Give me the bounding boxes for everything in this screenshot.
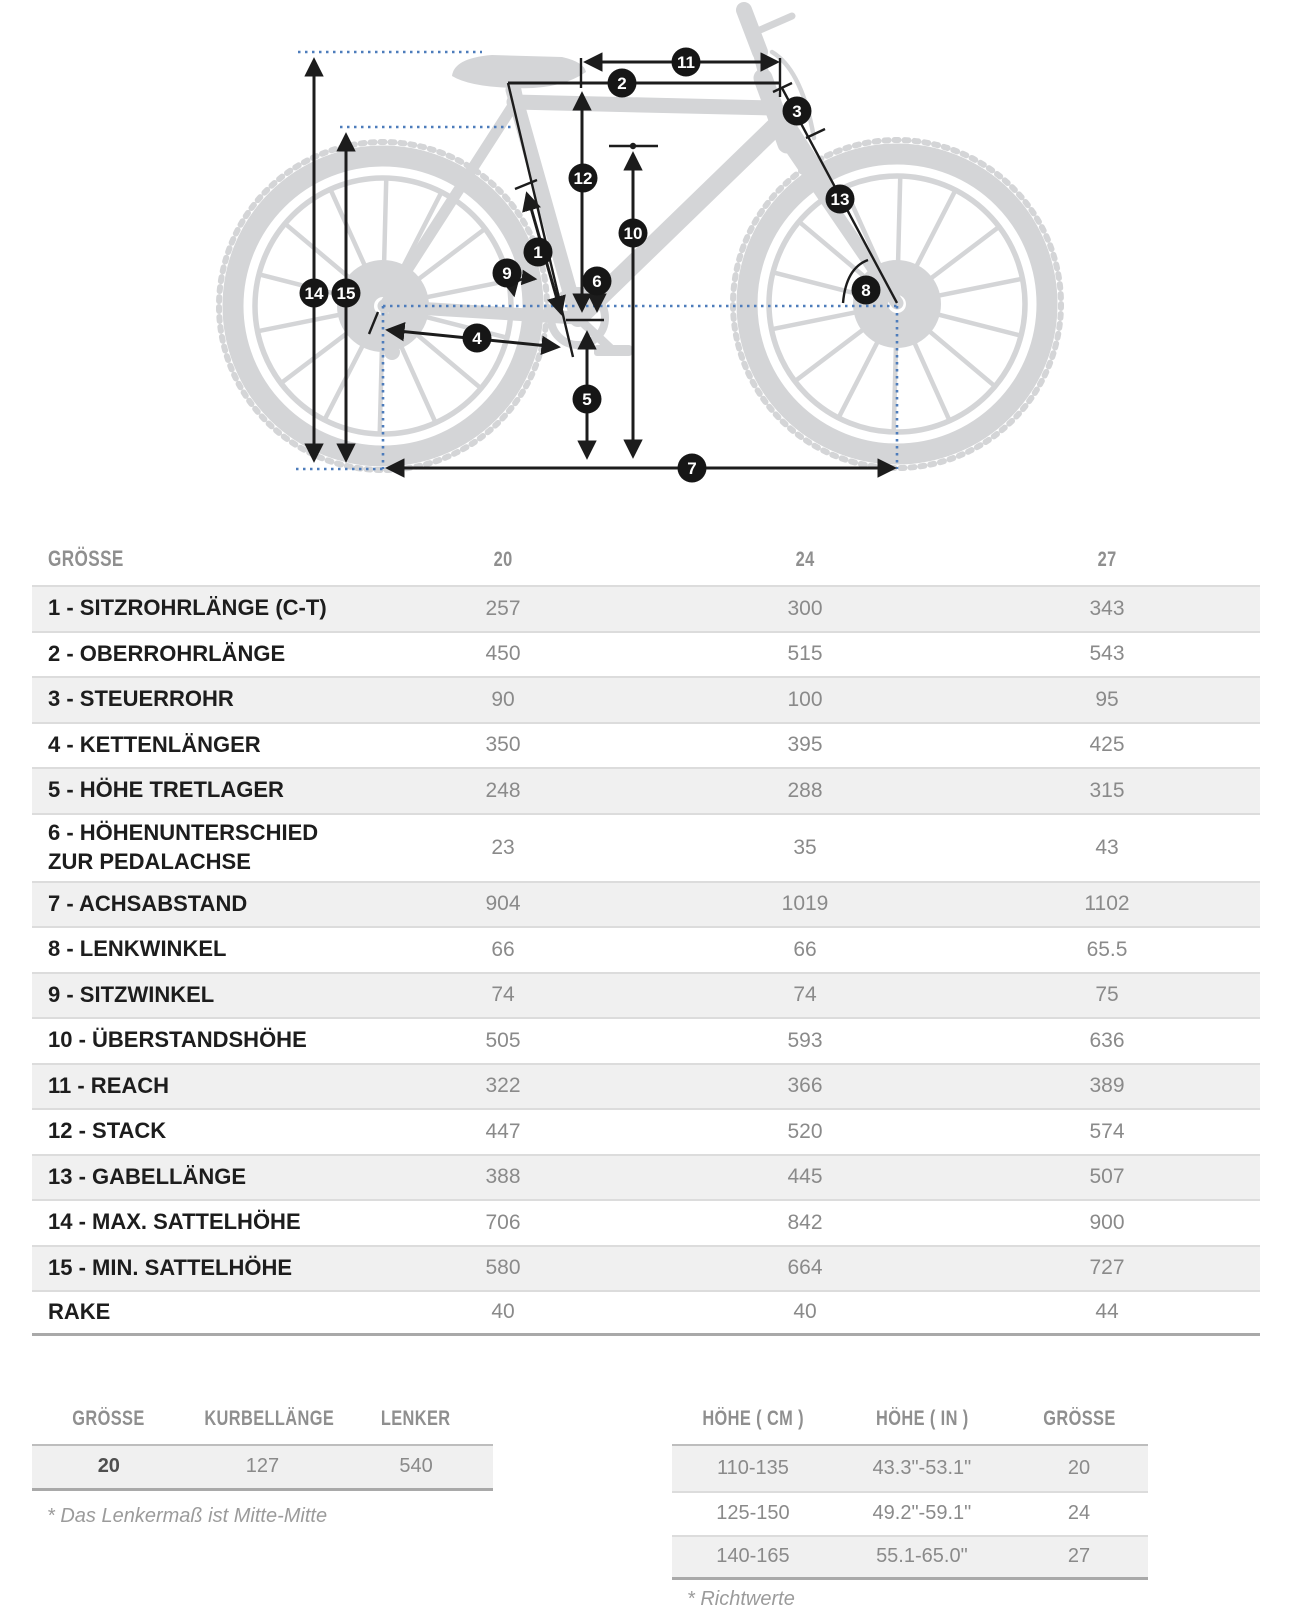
dimension-badge	[569, 164, 598, 193]
geometry-row-value: 40	[491, 1300, 515, 1324]
dimension-badge	[573, 385, 602, 414]
svg-text:8: 8	[861, 281, 871, 300]
geometry-row	[32, 1199, 1260, 1245]
geometry-row-value: 315	[1089, 778, 1125, 802]
geometry-row-label: 12 - STACK	[48, 1118, 167, 1144]
geometry-row-value: 1102	[1084, 892, 1130, 916]
geometry-row	[32, 1017, 1260, 1063]
geometry-row-label: 15 - MIN. SATTELHÖHE	[48, 1254, 293, 1280]
pedal-silhouette	[594, 345, 632, 356]
geometry-row-label: 8 - LENKWINKEL	[48, 936, 227, 962]
table-cell: 127	[245, 1455, 280, 1478]
geometry-row-value: 842	[787, 1210, 823, 1234]
crank-table-body	[32, 1446, 493, 1491]
dimension-badge	[524, 238, 553, 267]
bike-geometry-diagram	[0, 0, 1302, 520]
geometry-row-value: 95	[1095, 687, 1119, 711]
derailleur-silhouette	[384, 344, 400, 360]
geometry-row-value: 257	[485, 596, 521, 620]
geometry-row	[32, 1108, 1260, 1154]
table-cell: 20	[1067, 1456, 1091, 1479]
table-cell: 43.3"-53.1"	[872, 1456, 972, 1479]
svg-text:11: 11	[677, 53, 695, 72]
table-row	[672, 1491, 1148, 1536]
geometry-row-value: 580	[485, 1256, 521, 1280]
height-header-in: HÖHE ( IN )	[875, 1407, 969, 1430]
table-row	[672, 1446, 1148, 1491]
geometry-row-value: 505	[485, 1028, 521, 1052]
geometry-row-value: 447	[485, 1119, 521, 1143]
geometry-row-label: RAKE	[48, 1298, 111, 1324]
dimension-badge	[783, 97, 812, 126]
crank-table	[32, 1394, 493, 1528]
svg-text:4: 4	[472, 329, 482, 348]
geometry-row-value: 300	[787, 596, 823, 620]
table-row	[672, 1535, 1148, 1580]
geometry-row	[32, 1245, 1260, 1291]
geometry-row-value: 543	[1089, 642, 1125, 666]
geometry-row-value: 395	[787, 733, 823, 757]
geometry-row-label: 4 - KETTENLÄNGER	[48, 731, 261, 757]
height-table	[672, 1394, 1148, 1611]
svg-text:5: 5	[582, 390, 592, 409]
svg-text:14: 14	[304, 284, 324, 303]
geometry-row	[32, 585, 1260, 631]
geometry-row	[32, 767, 1260, 813]
height-header-cm: HÖHE ( CM )	[702, 1407, 804, 1430]
geometry-row	[32, 1154, 1260, 1200]
table-cell: 20	[97, 1455, 120, 1478]
svg-text:3: 3	[792, 102, 802, 121]
table-cell: 140-165	[716, 1545, 790, 1568]
geometry-row-value: 350	[485, 733, 521, 757]
table-cell: 49.2"-59.1"	[872, 1502, 972, 1525]
svg-text:1: 1	[533, 243, 543, 262]
geometry-row	[32, 926, 1260, 972]
geometry-row-label: 1 - SITZROHRLÄNGE (C-T)	[48, 595, 327, 621]
geometry-row-label: 14 - MAX. SATTELHÖHE	[48, 1209, 301, 1235]
geometry-row	[32, 813, 1260, 881]
table-cell: 55.1-65.0"	[876, 1545, 968, 1568]
geometry-row-value: 664	[787, 1256, 823, 1280]
geometry-row-value: 520	[787, 1119, 823, 1143]
svg-text:15: 15	[336, 284, 356, 303]
crank-header-size: GRÖSSE	[72, 1407, 146, 1430]
geometry-row-value: 706	[485, 1210, 521, 1234]
geometry-row-value: 1019	[781, 892, 829, 916]
geometry-row	[32, 881, 1260, 927]
geometry-row-value: 450	[485, 642, 521, 666]
geometry-row-value: 389	[1089, 1074, 1125, 1098]
geometry-row	[32, 1290, 1260, 1336]
height-header-size: GRÖSSE	[1042, 1407, 1116, 1430]
size-column-20: 20	[493, 547, 513, 571]
geometry-row-value: 322	[485, 1074, 521, 1098]
geometry-row	[32, 722, 1260, 768]
geometry-row-value: 100	[787, 687, 823, 711]
geometry-row-label: 11 - REACH	[48, 1072, 170, 1098]
geometry-row-value: 288	[787, 778, 823, 802]
dimension-badge	[332, 279, 361, 308]
svg-text:12: 12	[573, 169, 593, 188]
geometry-row-value: 388	[485, 1165, 521, 1189]
dimension-badge	[463, 324, 492, 353]
dimension-badge	[608, 69, 637, 98]
height-table-body	[672, 1446, 1148, 1580]
table-cell: 540	[399, 1455, 433, 1478]
geometry-row-label: 9 - SITZWINKEL	[48, 981, 215, 1007]
geometry-row-label: 10 - ÜBERSTANDSHÖHE	[48, 1027, 307, 1053]
table-row	[32, 1446, 493, 1491]
geometry-row-label: 6 - HÖHENUNTERSCHIED ZUR PEDALACHSE	[48, 819, 319, 874]
table-cell: 125-150	[716, 1502, 790, 1525]
size-header-label: GRÖSSE	[48, 546, 124, 572]
geometry-row-value: 65.5	[1086, 937, 1128, 961]
geometry-row	[32, 972, 1260, 1018]
geometry-row-value: 74	[491, 983, 515, 1007]
geometry-row	[32, 676, 1260, 722]
geometry-row-value: 66	[491, 937, 515, 961]
geometry-row-value: 44	[1095, 1300, 1119, 1324]
crank-header-handlebar: LENKER	[381, 1407, 451, 1430]
geometry-row-value: 248	[485, 778, 521, 802]
svg-text:7: 7	[687, 459, 697, 478]
geometry-row	[32, 631, 1260, 677]
dimension-badge	[583, 267, 612, 296]
crank-header-cranklength: KURBELLÄNGE	[203, 1407, 334, 1430]
dimension-badge	[852, 276, 881, 305]
svg-text:6: 6	[592, 272, 602, 291]
table-cell: 24	[1067, 1502, 1091, 1525]
geometry-row-value: 343	[1089, 596, 1125, 620]
geometry-row-value: 515	[787, 642, 823, 666]
table-cell: 27	[1067, 1545, 1091, 1568]
svg-text:10: 10	[623, 224, 643, 243]
geometry-row-value: 35	[793, 835, 817, 859]
geometry-row-value: 43	[1095, 835, 1119, 859]
geometry-row-value: 366	[787, 1074, 823, 1098]
dimension-badge	[619, 219, 648, 248]
geometry-table	[32, 534, 1260, 1336]
size-column-27: 27	[1097, 547, 1117, 571]
svg-text:9: 9	[502, 264, 512, 283]
geometry-row-label: 5 - HÖHE TRETLAGER	[48, 777, 284, 803]
geometry-row-value: 445	[787, 1165, 823, 1189]
geometry-row-value: 507	[1089, 1165, 1125, 1189]
height-table-footnote: * Richtwerte	[687, 1587, 795, 1610]
geometry-row-value: 904	[485, 892, 521, 916]
geometry-row-value: 727	[1089, 1256, 1125, 1280]
dimension-badge	[493, 259, 522, 288]
dimension-badge	[826, 185, 855, 214]
geometry-row-value: 74	[793, 983, 817, 1007]
table-cell: 110-135	[716, 1456, 789, 1479]
dimension-badge	[678, 454, 707, 483]
geometry-row	[32, 1063, 1260, 1109]
dimension-badge	[672, 48, 701, 77]
size-column-24: 24	[795, 547, 815, 571]
geometry-row-value: 90	[491, 687, 515, 711]
geometry-row-value: 900	[1089, 1210, 1125, 1234]
geometry-table-header	[32, 534, 1260, 585]
geometry-row-label: 13 - GABELLÄNGE	[48, 1163, 247, 1189]
crank-table-footnote: * Das Lenkermaß ist Mitte-Mitte	[47, 1504, 328, 1527]
svg-text:2: 2	[617, 74, 627, 93]
dimension-badge	[300, 279, 329, 308]
geometry-row-value: 40	[793, 1300, 817, 1324]
geometry-row-value: 636	[1089, 1028, 1125, 1052]
geometry-row-value: 574	[1089, 1119, 1125, 1143]
geometry-row-label: 2 - OBERROHRLÄNGE	[48, 640, 286, 666]
height-table-header	[672, 1394, 1148, 1446]
geometry-row-value: 23	[491, 835, 515, 859]
geometry-row-label: 3 - STEUERROHR	[48, 686, 234, 712]
geometry-row-value: 425	[1089, 733, 1125, 757]
geometry-row-value: 75	[1095, 983, 1119, 1007]
geometry-row-value: 593	[787, 1028, 823, 1052]
svg-text:13: 13	[830, 190, 850, 209]
geometry-table-body	[32, 585, 1260, 1336]
geometry-row-value: 66	[793, 937, 817, 961]
crank-table-header	[32, 1394, 493, 1446]
geometry-row-label: 7 - ACHSABSTAND	[48, 890, 248, 916]
